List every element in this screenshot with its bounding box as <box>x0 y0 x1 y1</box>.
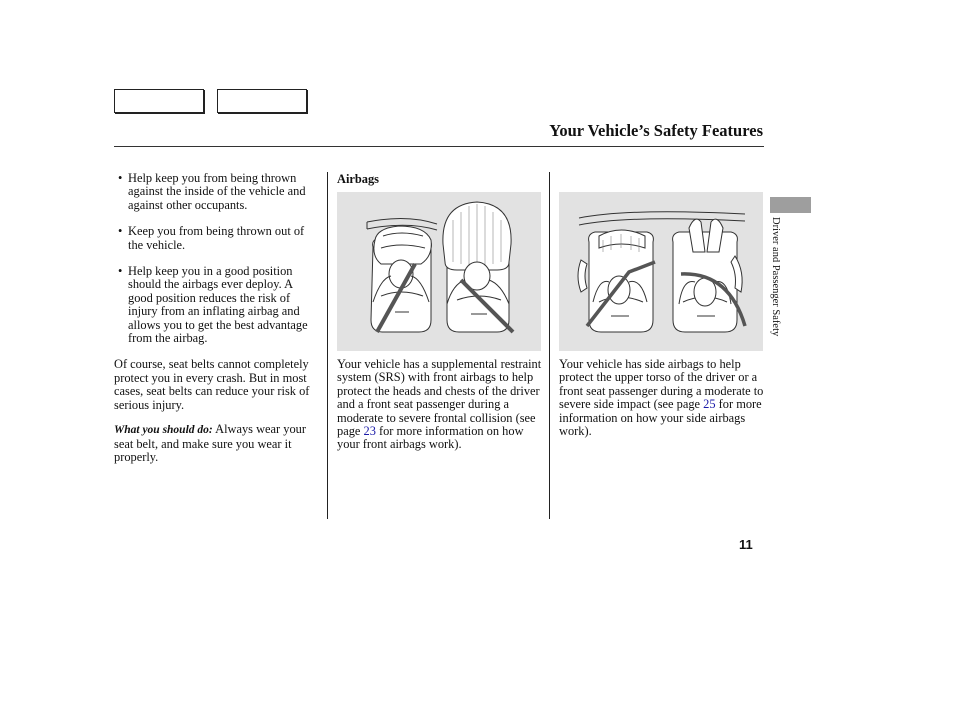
airbags-heading: Airbags <box>337 172 379 186</box>
bullet-item: • Help keep you from being thrown against the inside of the vehicle and against other occupants. <box>114 172 319 212</box>
column-divider <box>549 172 550 519</box>
contents-button[interactable] <box>114 89 204 113</box>
side-airbag-illustration <box>559 192 763 351</box>
column-divider <box>327 172 328 519</box>
what-to-do-paragraph <box>114 423 319 464</box>
side-airbags-text: Your vehicle has side airbags to help protect the upper torso of the driver or a front seat passenger during a moderate to severe side impact (see page <box>559 357 764 412</box>
front-airbag-illustration <box>337 192 541 351</box>
section-tab-label: Driver and Passenger Safety <box>770 217 781 337</box>
page-link-23[interactable]: 23 <box>363 424 376 439</box>
seat-belt-paragraph: Of course, seat belts cannot completely protect you in every crash. But in most cases, seat belts can reduce your risk of serious injury. <box>114 357 310 412</box>
front-airbags-text: Your vehicle has a supplemental restraint system (SRS) with front airbags to help protect the heads and chests of the driver and a front seat passenger during a moderate to severe frontal collision (see page <box>337 357 542 439</box>
header-rule <box>114 146 764 147</box>
bullet-list <box>114 172 319 345</box>
front-airbags-text-end: for more information on how your front airbags work). <box>337 424 524 452</box>
what-to-do-label: What you should do: <box>114 424 213 437</box>
column-side-airbags <box>559 358 765 438</box>
what-to-do-text: Always wear your seat belt, and make sure you wear it properly. <box>114 422 306 464</box>
page-title: Your Vehicle’s Safety Features <box>549 121 763 140</box>
column-airbags <box>337 358 543 452</box>
front-airbags-paragraph <box>337 358 543 452</box>
page-link-25[interactable]: 25 <box>703 397 716 412</box>
bullet-item: • Help keep you in a good position should the airbags ever deploy. A good position reduces the risk of injury from an inflating airbag and allows you to get the best advantage from the airbag. <box>114 265 319 345</box>
section-tab[interactable] <box>770 197 811 213</box>
side-airbags-text-end: for more information on how your side airbags work). <box>559 397 762 439</box>
column-seat-belts <box>114 172 319 464</box>
page-number: 11 <box>739 537 753 552</box>
bullet-item: • Keep you from being thrown out of the vehicle. <box>114 225 319 252</box>
index-button[interactable] <box>217 89 307 113</box>
side-airbags-paragraph <box>559 358 765 438</box>
